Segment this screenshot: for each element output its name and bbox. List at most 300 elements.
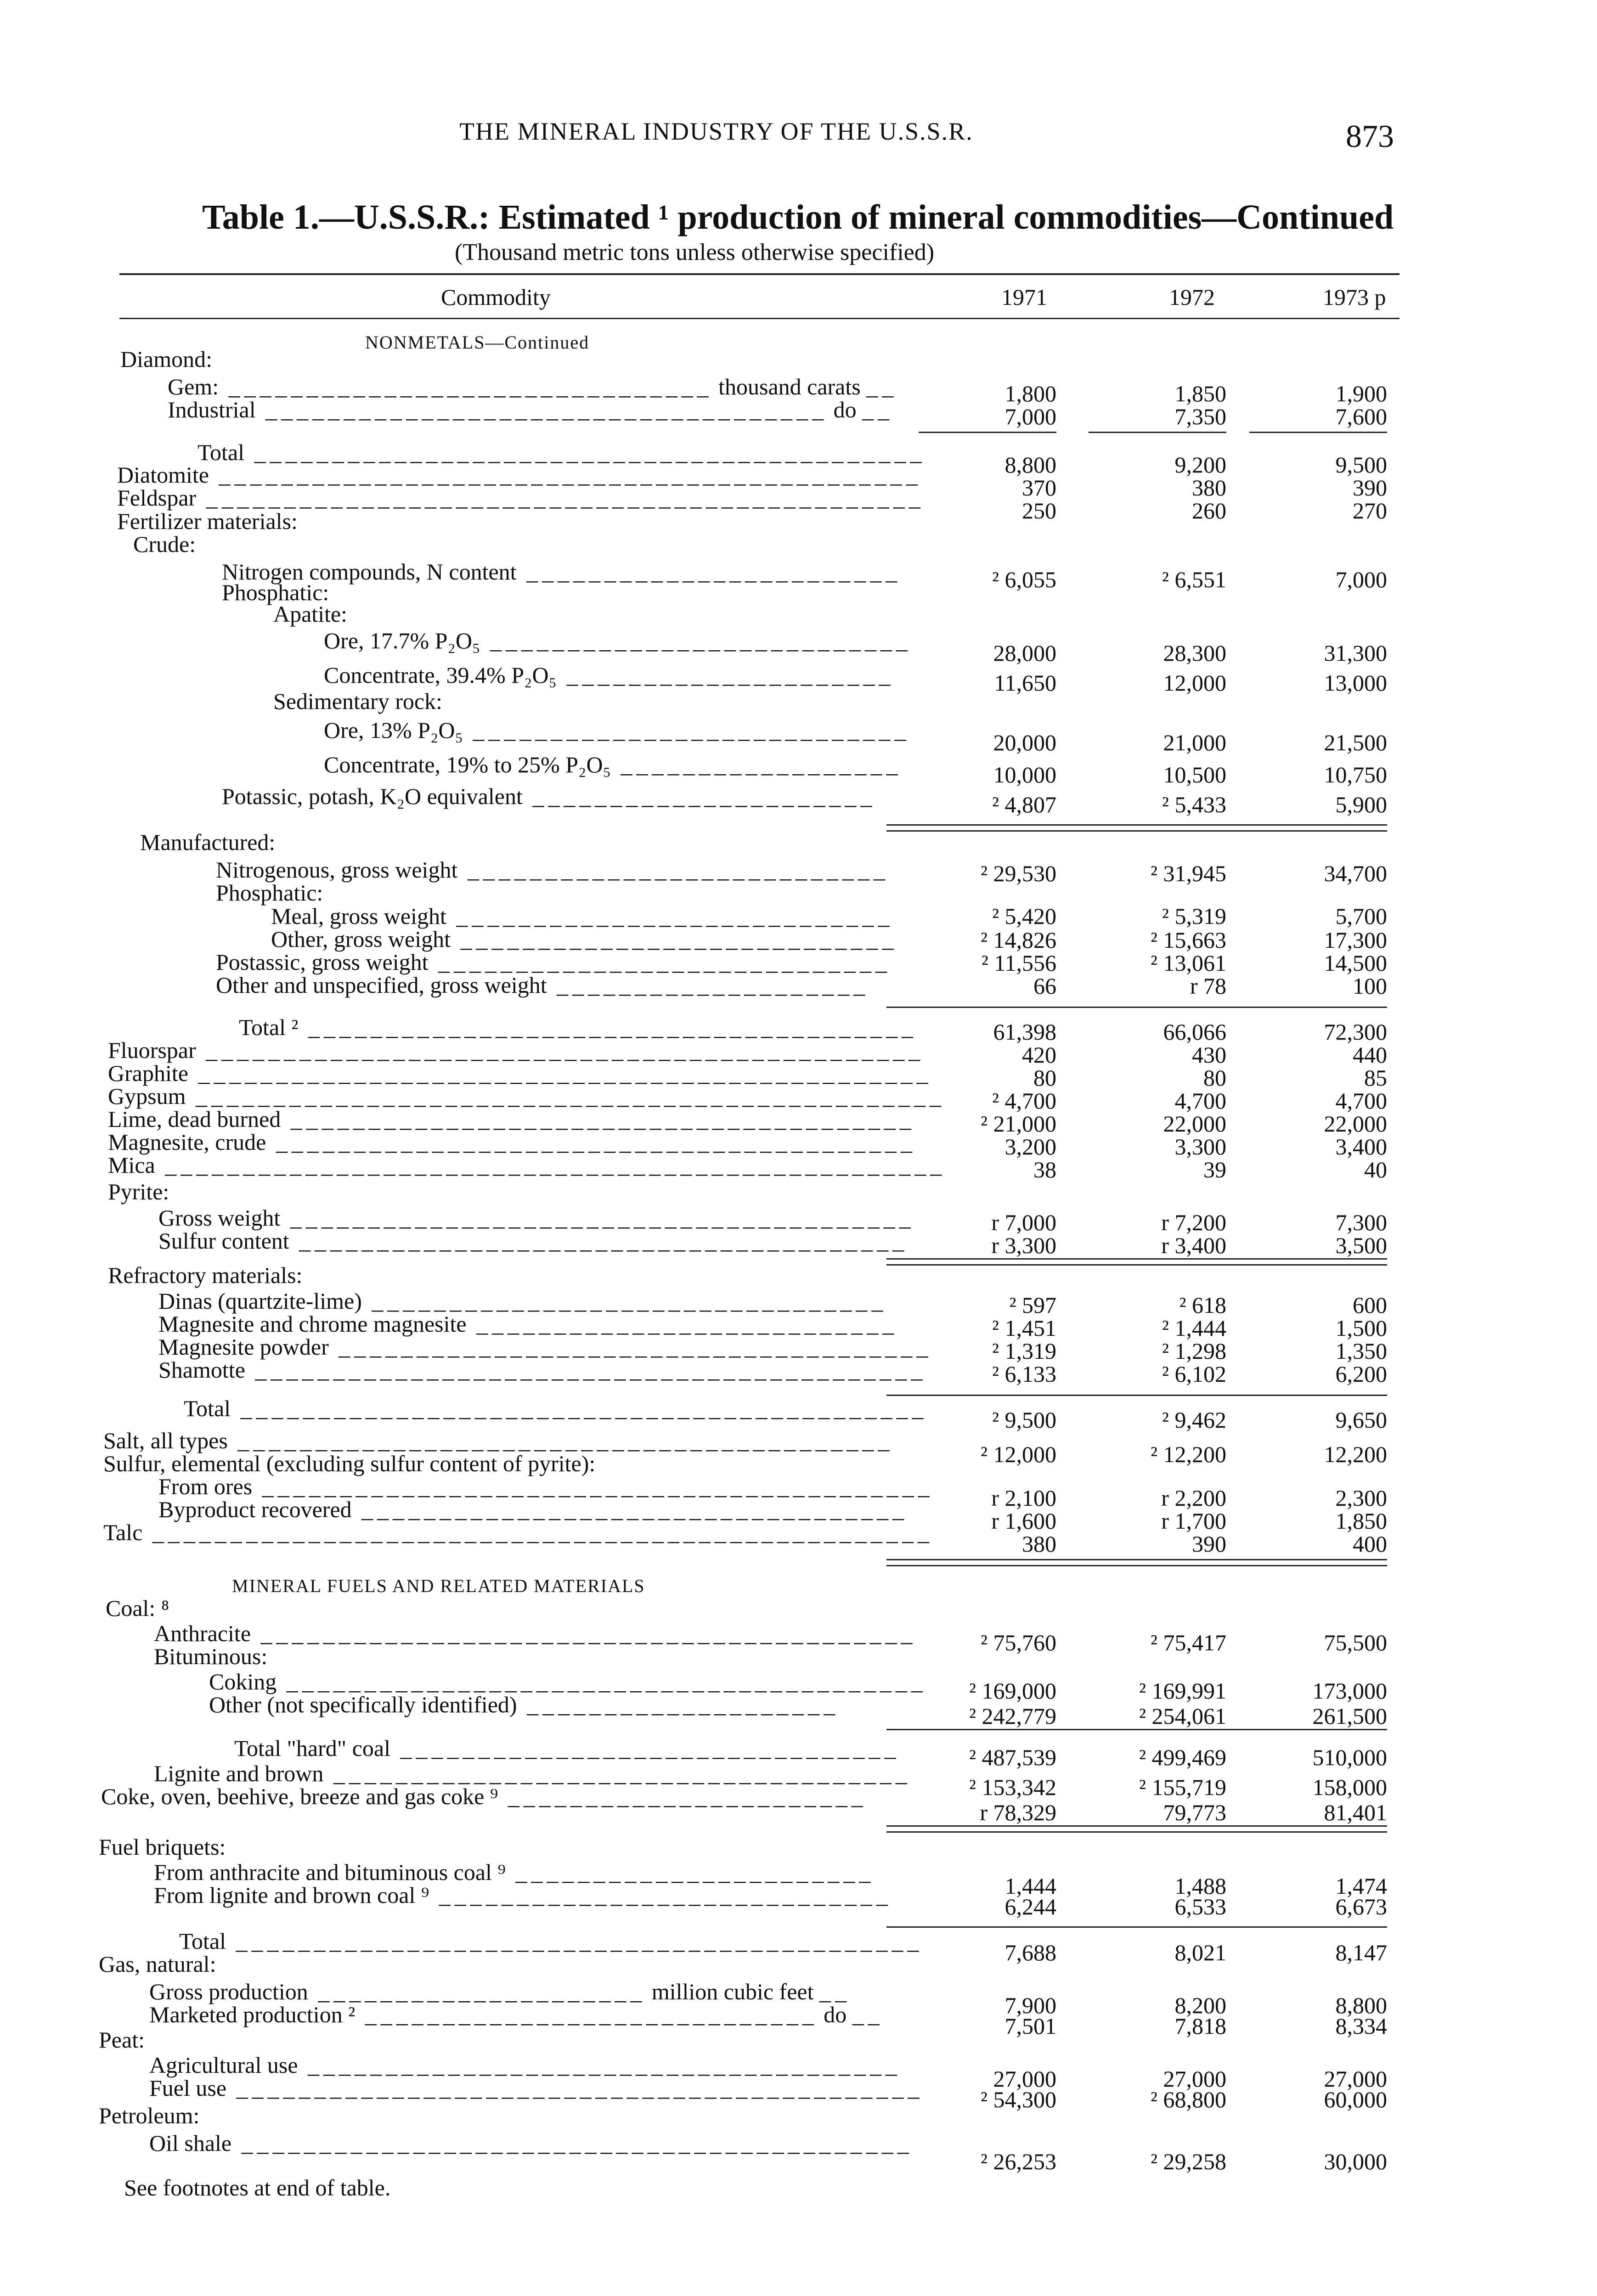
row-label-text: Fuel briquets: [99, 1834, 226, 1860]
header-top-rule [119, 273, 1399, 275]
header-bottom-rule [119, 318, 1399, 319]
row-label-text: Potassic, potash, K₂O equivalent [222, 783, 523, 809]
cell-1972: ² 9,462 [1162, 1407, 1226, 1433]
row-label-text: Dinas (quartzite-lime) [158, 1288, 362, 1314]
cell-1972: 8,021 [1174, 1940, 1226, 1965]
row-label-text: Total [198, 439, 245, 465]
cell-1971: 7,688 [1004, 1940, 1056, 1965]
leader-dots: __________________________________________ [227, 1428, 894, 1453]
cell-1971: 1,800 [1004, 381, 1056, 406]
cell-1972: ² 75,417 [1151, 1630, 1226, 1655]
cell-1972: 4,700 [1174, 1088, 1226, 1114]
cell-1972: ² 5,319 [1162, 903, 1226, 929]
cell-1973: 7,000 [1335, 567, 1387, 592]
cell-1972: 80 [1203, 1065, 1226, 1091]
cell-1971: ² 6,055 [992, 567, 1056, 592]
leader-dots: __________________________________________ [251, 1621, 917, 1646]
row-label-sedimentary-rock [273, 689, 1597, 714]
row-label-text: Sulfur content [158, 1228, 289, 1254]
cell-1971: ² 21,000 [981, 1111, 1056, 1137]
cell-1972: ² 6,551 [1162, 567, 1226, 592]
cell-1971: 10,000 [993, 762, 1056, 788]
cell-1972: 12,000 [1163, 670, 1226, 696]
cell-1972: 22,000 [1163, 1111, 1226, 1137]
cell-1971: 7,501 [1004, 2013, 1056, 2039]
leader-dots: ___________________________ [457, 857, 889, 883]
row-label-phosphatic [216, 880, 1597, 905]
cell-1973: 6,673 [1335, 1894, 1387, 1919]
row-label-text: Petroleum: [99, 2103, 200, 2128]
cell-1971: ² 153,342 [969, 1774, 1056, 1800]
cell-1973: 1,500 [1335, 1315, 1387, 1341]
cell-1972: ² 254,061 [1139, 1703, 1226, 1729]
row-label-text: Phosphatic: [222, 580, 329, 605]
running-header: THE MINERAL INDUSTRY OF THE U.S.S.R. [459, 118, 973, 145]
cell-1972: 21,000 [1163, 730, 1226, 755]
leader-dots: ___________________________________________ [245, 1357, 927, 1383]
cell-1972: 7,818 [1174, 2013, 1226, 2039]
leader-dots: ____________________________ [451, 926, 898, 952]
row-label-text: Total ² [239, 1014, 299, 1040]
row-label-text: Gem: [168, 374, 219, 400]
cell-1973: 10,750 [1324, 762, 1387, 788]
leader-dots: _________________________________________ [266, 1129, 916, 1155]
cell-1972: 3,300 [1174, 1134, 1226, 1159]
row-label-text: Magnesite, crude [108, 1129, 266, 1155]
cell-1972: r 2,200 [1161, 1485, 1226, 1511]
cell-1973: 30,000 [1324, 2149, 1387, 2174]
cell-1973: 390 [1353, 475, 1387, 501]
leader-dots: ___________________________________________ [231, 2130, 913, 2156]
row-label-text: Coking [209, 1669, 277, 1694]
row-label-text: Diamond: [120, 346, 212, 372]
cell-1973: 13,000 [1324, 670, 1387, 696]
cell-1972: r 78 [1190, 973, 1226, 999]
row-label-text: Manufactured: [140, 829, 276, 855]
col-header-1971: 1971 [1001, 284, 1047, 310]
total-rule [886, 824, 1387, 826]
cell-1972: 390 [1192, 1531, 1226, 1557]
cell-1973: 81,401 [1324, 1800, 1387, 1825]
row-label-fuel-briquets [99, 1835, 1597, 1859]
row-label-text: Other, gross weight [271, 926, 451, 952]
row-label-text: Ore, 13% P₂O₅ [324, 717, 463, 743]
row-label-text: Oil shale [149, 2130, 232, 2156]
cell-1972: 8,200 [1174, 1992, 1226, 2018]
row-label-text: Total [179, 1928, 226, 1954]
cell-1971: r 7,000 [991, 1210, 1056, 1235]
cell-1972: ² 155,719 [1139, 1774, 1226, 1800]
leader-dots: ______________________________________ [328, 1334, 932, 1360]
row-label-manufactured [140, 830, 1597, 855]
row-unit: do [818, 2002, 852, 2027]
cell-1972: 1,488 [1174, 1873, 1226, 1899]
cell-1972: r 3,400 [1161, 1232, 1226, 1258]
leader-dots: ____________________________________ [255, 397, 828, 422]
leader-dots: __________________________________________________ [155, 1152, 946, 1178]
row-label-text: Gross production [149, 1979, 308, 2004]
cell-1972: 380 [1192, 475, 1226, 501]
row-label-text: Coke, oven, beehive, breeze and gas coke ⁹ [101, 1784, 498, 1809]
col-header-1973: 1973 p [1323, 284, 1386, 310]
leader-dots: _______________________ [498, 1784, 867, 1809]
row-label-text: Other (not specifically identified) [209, 1692, 517, 1717]
row-label-text: Marketed production ² [149, 2002, 356, 2027]
cell-1971: ² 9,500 [992, 1407, 1056, 1433]
cell-1971: 38 [1033, 1157, 1056, 1182]
leader-dots: ______________________________________ [298, 2052, 902, 2078]
cell-1971: ² 1,451 [992, 1315, 1056, 1341]
row-label-text: Sedimentary rock: [273, 688, 442, 714]
row-label-diamond [120, 347, 1597, 371]
leader-dots: __________________ [611, 752, 902, 777]
cell-1971: ² 4,700 [992, 1088, 1056, 1114]
leader-dots: _____________________________________________ [209, 462, 922, 488]
page-number: 873 [1346, 119, 1394, 154]
cell-1971: ² 487,539 [969, 1745, 1056, 1770]
row-label-text: Feldspar [117, 485, 197, 511]
row-label-text: Agricultural use [149, 2052, 298, 2078]
leader-dots: _______________________________________ [289, 1228, 909, 1254]
leader-dots: ___________________________ [466, 1311, 898, 1337]
leader-dots: _________________________________________ [277, 1669, 927, 1694]
cell-1972: ² 1,298 [1162, 1338, 1226, 1364]
leader-dots: ______________________________________________ [196, 485, 925, 511]
row-label-text: Gypsum [108, 1083, 186, 1109]
cell-1973: 17,300 [1324, 927, 1387, 953]
leader-dots: _____________________ [308, 1979, 646, 2004]
leader-dots: ____________________________ [463, 717, 910, 743]
row-label-text: Graphite [108, 1060, 188, 1086]
row-label-text: Coal: ⁸ [106, 1595, 169, 1621]
cell-1971: ² 11,556 [981, 950, 1056, 976]
cell-1972: ² 1,444 [1162, 1315, 1226, 1341]
total-rule [886, 1258, 1387, 1260]
cell-1972: 9,200 [1174, 452, 1226, 478]
section-mineral-fuels: MINERAL FUELS AND RELATED MATERIALS [232, 1576, 645, 1596]
cell-1971: ² 1,319 [992, 1338, 1056, 1364]
row-label-text: Mica [108, 1152, 155, 1178]
cell-1973: 3,500 [1335, 1232, 1387, 1258]
cell-1972: 10,500 [1163, 762, 1226, 788]
cell-1972: ² 31,945 [1151, 861, 1226, 886]
footer-note: See footnotes at end of table. [124, 2175, 391, 2200]
cell-1971: ² 12,000 [981, 1441, 1056, 1467]
cell-1972: 1,850 [1174, 381, 1226, 406]
cell-1973: 600 [1353, 1292, 1387, 1318]
row-label-text: Magnesite and chrome magnesite [158, 1311, 467, 1337]
leader-dots: __ [862, 397, 894, 422]
leader-dots: ___________________________________ [351, 1497, 909, 1522]
row-label-text: Bituminous: [154, 1643, 268, 1669]
row-unit: do [828, 397, 863, 422]
cell-1971: ² 5,420 [992, 903, 1056, 929]
total-rule [1089, 432, 1226, 433]
cell-1972: r 7,200 [1161, 1210, 1226, 1235]
cell-1973: 8,334 [1335, 2013, 1387, 2039]
cell-1971: r 78,329 [980, 1800, 1056, 1825]
row-label-pyrite [108, 1179, 1597, 1204]
cell-1971: 6,244 [1004, 1894, 1056, 1919]
row-label-bituminous [154, 1644, 1597, 1669]
row-label-other-and-unspecified-gross-weight [216, 973, 1597, 997]
section-nonmetals: NONMETALS—Continued [365, 332, 590, 353]
row-label-text: Concentrate, 39.4% P₂O₅ [324, 662, 557, 688]
cell-1971: 250 [1022, 498, 1056, 523]
cell-1973: 22,000 [1324, 1111, 1387, 1137]
cell-1971: ² 26,253 [981, 2149, 1056, 2174]
cell-1973: 1,900 [1335, 381, 1387, 406]
row-label-fertilizer-materials [117, 509, 1597, 534]
row-label-text: Nitrogenous, gross weight [216, 857, 458, 883]
row-label-other-not-specifically-identified [209, 1692, 1597, 1717]
leader-dots: __________________________________________________ [142, 1519, 933, 1545]
cell-1973: 7,600 [1335, 404, 1387, 429]
cell-1972: ² 15,663 [1151, 927, 1226, 953]
row-label-text: Salt, all types [103, 1428, 228, 1453]
cell-1972: 79,773 [1163, 1800, 1226, 1825]
cell-1972: ² 169,991 [1139, 1678, 1226, 1704]
row-label-text: Nitrogen compounds, N content [222, 559, 517, 585]
row-label-sulfur-elemental-excluding-sulfur-content-of-pyrite [103, 1451, 1597, 1476]
cell-1973: 1,350 [1335, 1338, 1387, 1364]
cell-1971: 20,000 [993, 730, 1056, 755]
cell-1971: ² 597 [1009, 1292, 1056, 1318]
leader-dots: ________________________ [516, 559, 902, 585]
row-unit: million cubic feet [646, 1979, 819, 2004]
cell-1973: 75,500 [1324, 1630, 1387, 1655]
row-label-text: From ores [158, 1474, 253, 1499]
cell-1973: 1,474 [1335, 1873, 1387, 1899]
cell-1973: 270 [1353, 498, 1387, 523]
row-label-text: Peat: [99, 2027, 145, 2053]
row-label-postassic-gross-weight [216, 950, 1597, 974]
cell-1973: 261,500 [1312, 1703, 1387, 1729]
row-label-phosphatic [222, 580, 1597, 605]
cell-1973: 510,000 [1312, 1745, 1387, 1770]
row-label-text: Fertilizer materials: [117, 508, 298, 534]
leader-dots: _______________________________ [219, 374, 713, 400]
cell-1973: 173,000 [1312, 1678, 1387, 1704]
cell-1973: 85 [1364, 1065, 1387, 1091]
cell-1971: ² 29,530 [981, 861, 1056, 886]
cell-1972: 260 [1192, 498, 1226, 523]
leader-dots: _____________________________ [355, 2002, 818, 2027]
leader-dots: _____________________________ [429, 1882, 892, 1908]
row-label-text: Anthracite [154, 1621, 251, 1646]
cell-1973: 3,400 [1335, 1134, 1387, 1159]
row-label-text: Concentrate, 19% to 25% P₂O₅ [324, 752, 611, 777]
cell-1972: 28,300 [1163, 640, 1226, 666]
row-label-text: Gas, natural: [99, 1951, 216, 1977]
cell-1972: ² 68,800 [1151, 2087, 1226, 2112]
total-rule [886, 1559, 1387, 1560]
cell-1972: 6,533 [1174, 1894, 1226, 1919]
row-label-text: Talc [103, 1519, 143, 1545]
total-rule [886, 1825, 1387, 1827]
row-label-text: From anthracite and bituminous coal ⁹ [154, 1859, 506, 1885]
row-label-text: Crude: [133, 531, 196, 557]
cell-1971: 80 [1033, 1065, 1056, 1091]
leader-dots: ____________________________________________ [231, 1396, 928, 1421]
cell-1972: 66,066 [1163, 1019, 1226, 1045]
table-subtitle: (Thousand metric tons unless otherwise specified) [455, 239, 935, 265]
row-label-peat [99, 2027, 1597, 2052]
total-rule [886, 1007, 1387, 1008]
cell-1971: 66 [1033, 973, 1056, 999]
cell-1972: ² 618 [1179, 1292, 1226, 1318]
cell-1973: 100 [1353, 973, 1387, 999]
leader-dots: ___________________________________________ [244, 439, 926, 465]
cell-1973: 34,700 [1324, 861, 1387, 886]
row-label-text: Fluorspar [108, 1037, 196, 1063]
table-title: Table 1.—U.S.S.R.: Estimated ¹ production of mineral commodities—Continued [202, 198, 1394, 236]
row-label-total [239, 1015, 1597, 1040]
total-rule [886, 1565, 1387, 1566]
row-label-text: Total "hard" coal [234, 1735, 390, 1761]
row-label-text: Gross weight [158, 1205, 281, 1231]
total-rule [886, 1264, 1387, 1266]
leader-dots: _______________________________________ [298, 1014, 918, 1040]
row-label-apatite [273, 602, 1597, 626]
cell-1972: 430 [1192, 1042, 1226, 1068]
row-label-crude [133, 532, 1597, 557]
cell-1971: 3,200 [1004, 1134, 1056, 1159]
cell-1972: ² 5,433 [1162, 792, 1226, 817]
row-label-text: Meal, gross weight [271, 903, 446, 929]
row-label-coal [106, 1596, 1597, 1621]
leader-dots: _______________________________________________ [188, 1060, 932, 1086]
cell-1973: 4,700 [1335, 1088, 1387, 1114]
cell-1973: 31,300 [1324, 640, 1387, 666]
row-label-text: Industrial [168, 397, 256, 422]
cell-1973: 14,500 [1324, 950, 1387, 976]
cell-1973: 8,147 [1335, 1940, 1387, 1965]
leader-dots: ________________________________________ [280, 1205, 915, 1231]
row-unit: thousand carats [712, 374, 867, 400]
cell-1971: 7,000 [1004, 404, 1056, 429]
total-rule [886, 1729, 1387, 1730]
cell-1973: 1,850 [1335, 1508, 1387, 1534]
total-rule [886, 830, 1387, 832]
cell-1971: 61,398 [993, 1019, 1056, 1045]
cell-1973: 40 [1364, 1157, 1387, 1182]
cell-1971: 420 [1022, 1042, 1056, 1068]
cell-1973: 5,700 [1335, 903, 1387, 929]
leader-dots: ________________________________________________ [186, 1083, 945, 1109]
row-label-text: Shamotte [158, 1357, 245, 1383]
row-label-potassic-potash-k-o-equivalent [222, 784, 1597, 809]
cell-1972: ² 12,200 [1151, 1441, 1226, 1467]
cell-1971: r 2,100 [991, 1485, 1056, 1511]
leader-dots: ________________________________ [390, 1735, 900, 1761]
row-label-text: Total [184, 1396, 231, 1421]
leader-dots: ________________________________________ [281, 1106, 915, 1132]
row-label-refractory-materials [108, 1263, 1597, 1288]
cell-1971: 7,900 [1004, 1992, 1056, 2018]
cell-1971: ² 4,807 [992, 792, 1056, 817]
cell-1973: 12,200 [1324, 1441, 1387, 1467]
leader-dots: ___________________________ [480, 628, 912, 653]
total-rule [919, 432, 1056, 433]
cell-1971: ² 169,000 [969, 1678, 1056, 1704]
row-label-total-hard-coal [234, 1736, 1597, 1761]
leader-dots: _________________________________ [361, 1288, 887, 1314]
row-label-text: Lignite and brown [154, 1761, 324, 1786]
cell-1972: ² 499,469 [1139, 1745, 1226, 1770]
leader-dots: _____________________ [556, 662, 895, 688]
row-label-text: Diatomite [117, 462, 209, 488]
row-label-text: Ore, 17.7% P₂O₅ [324, 628, 480, 653]
row-label-text: Pyrite: [108, 1179, 169, 1204]
leader-dots: _______________________ [505, 1859, 875, 1885]
row-label-text: Apatite: [273, 601, 348, 627]
leader-dots: __ [819, 1979, 851, 2004]
total-rule [886, 1926, 1387, 1928]
leader-dots: ____________________________________________ [226, 2075, 924, 2101]
cell-1971: 8,800 [1004, 452, 1056, 478]
leader-dots: ____________________________ [446, 903, 894, 929]
cell-1972: ² 13,061 [1151, 950, 1226, 976]
leader-dots: ____________________ [517, 1692, 840, 1717]
cell-1972: r 1,700 [1161, 1508, 1226, 1534]
cell-1971: r 3,300 [991, 1232, 1056, 1258]
row-label-coking [209, 1669, 1597, 1694]
col-header-commodity: Commodity [441, 284, 551, 310]
cell-1971: 380 [1022, 1531, 1056, 1557]
cell-1971: 27,000 [993, 2066, 1056, 2092]
cell-1972: 39 [1203, 1157, 1226, 1182]
cell-1973: 72,300 [1324, 1019, 1387, 1045]
row-label-text: Sulfur, elemental (excluding sulfur content of pyrite): [103, 1451, 596, 1476]
leader-dots: _____________________________ [428, 949, 891, 975]
cell-1972: 7,350 [1174, 404, 1226, 429]
cell-1973: 27,000 [1324, 2066, 1387, 2092]
leader-dots: __ [852, 2002, 884, 2027]
total-rule [886, 1395, 1387, 1396]
row-label-text: Fuel use [149, 2075, 227, 2101]
cell-1971: ² 75,760 [981, 1630, 1056, 1655]
cell-1972: 27,000 [1163, 2066, 1226, 2092]
leader-dots: __ [866, 374, 898, 400]
cell-1971: ² 14,826 [981, 927, 1056, 953]
leader-dots: _____________________________________ [323, 1761, 911, 1786]
cell-1973: 7,300 [1335, 1210, 1387, 1235]
cell-1972: ² 29,258 [1151, 2149, 1226, 2174]
leader-dots: ____________________ [547, 972, 869, 998]
cell-1971: 1,444 [1004, 1873, 1056, 1899]
cell-1971: 28,000 [993, 640, 1056, 666]
cell-1971: r 1,600 [991, 1508, 1056, 1534]
cell-1973: 400 [1353, 1531, 1387, 1557]
cell-1973: 5,900 [1335, 792, 1387, 817]
cell-1973: 158,000 [1312, 1774, 1387, 1800]
total-rule [886, 1831, 1387, 1833]
leader-dots: ______________________________________________ [196, 1037, 925, 1063]
cell-1973: 440 [1353, 1042, 1387, 1068]
row-label-text: Refractory materials: [108, 1262, 303, 1288]
row-label-text: Phosphatic: [216, 880, 323, 906]
cell-1973: 21,500 [1324, 730, 1387, 755]
total-rule [1249, 432, 1387, 433]
row-label-text: Byproduct recovered [158, 1497, 352, 1522]
cell-1971: ² 242,779 [969, 1703, 1056, 1729]
row-label-text: Lime, dead burned [108, 1106, 281, 1132]
cell-1971: ² 54,300 [981, 2087, 1056, 2112]
cell-1973: 6,200 [1335, 1361, 1387, 1387]
row-label-nitrogenous-gross-weight [216, 857, 1597, 882]
cell-1973: 8,800 [1335, 1992, 1387, 2018]
